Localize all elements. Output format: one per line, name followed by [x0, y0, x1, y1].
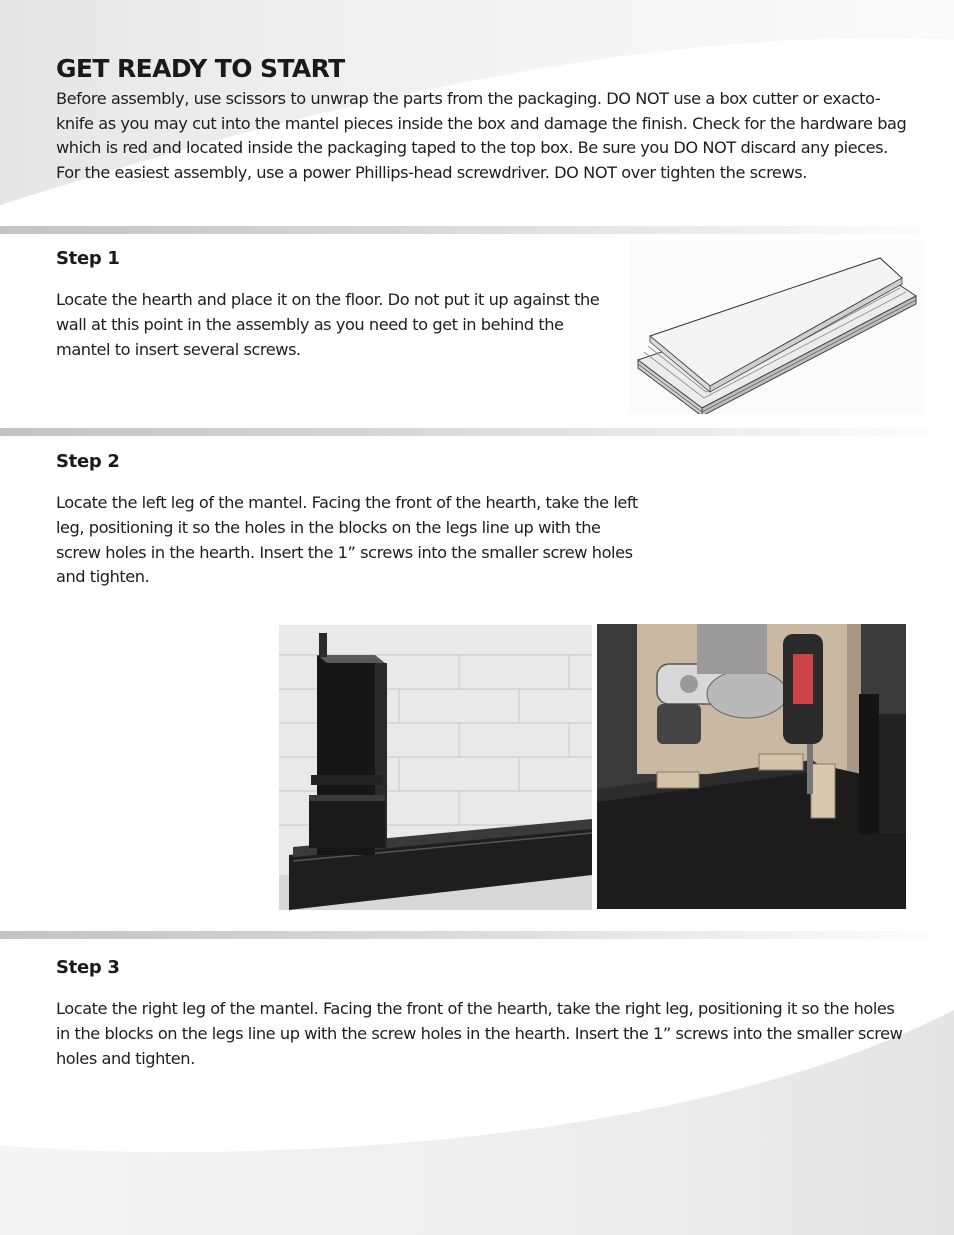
- left-leg-photo: [279, 625, 592, 910]
- intro-section: [56, 54, 916, 185]
- intro-paragraph: Before assembly, use scissors to unwrap the parts from the packaging. DO NOT use a box cutter or exacto-knife as you may cut into the mantel pieces inside the box and damage the finish. Check for the hardware bag which is red and located inside the packaging taped to the top box. Be sure you DO NOT discard any pieces.: [56, 89, 907, 158]
- drill-photo: [597, 624, 906, 909]
- intro-paragraph: For the easiest assembly, use a power Phillips-head screwdriver. DO NOT over tighten the screws.: [56, 162, 807, 182]
- step-1-text: Locate the hearth and place it on the floor. Do not put it up against the wall at this point in the assembly as you need to get in behind the mantel to insert several screws.: [56, 290, 600, 359]
- section-divider: [0, 226, 954, 234]
- section-divider: [0, 428, 954, 436]
- hearth-illustration: [630, 240, 924, 414]
- step-1-title: Step 1: [56, 248, 120, 269]
- step-2-title: Step 2: [56, 451, 120, 472]
- section-divider: [0, 931, 954, 939]
- page-title: GET READY TO START: [56, 54, 345, 83]
- step-3-text: Locate the right leg of the mantel. Facing the front of the hearth, take the right leg, positioning it so the holes in the blocks on the legs line up with the screw holes in the hearth. Insert the 1” screws into the smaller screw holes and tighten.: [56, 999, 903, 1068]
- step-2-text: Locate the left leg of the mantel. Facing the front of the hearth, take the left leg, positioning it so the holes in the blocks on the legs line up with the screw holes in the hearth. Insert the 1” screws into the smaller screw holes and tighten.: [56, 493, 638, 587]
- step-3-title: Step 3: [56, 957, 120, 978]
